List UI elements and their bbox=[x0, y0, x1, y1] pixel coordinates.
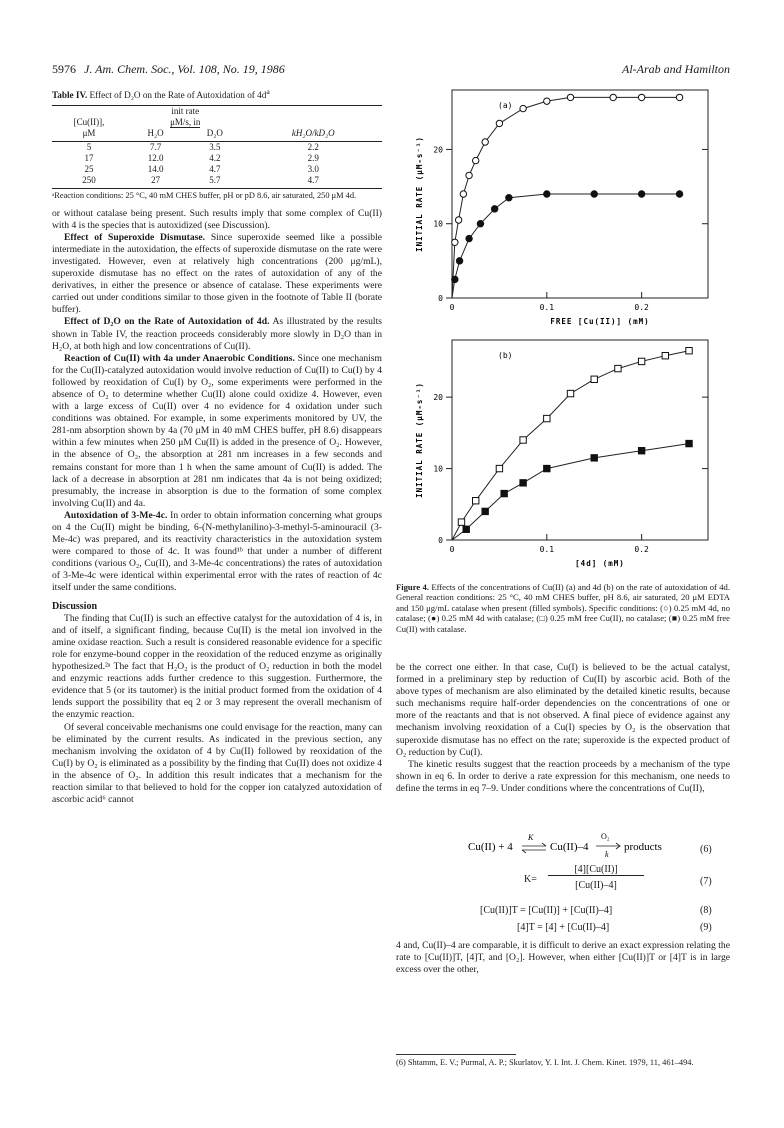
y-axis-label-b: INITIAL RATE (μM-s⁻¹) bbox=[415, 382, 424, 498]
table-cell: 12.0 bbox=[147, 153, 164, 164]
data-point-b0 bbox=[520, 437, 526, 443]
after-equations-text bbox=[396, 940, 730, 976]
equation-6 bbox=[468, 832, 688, 863]
col-ratio: kH₂O/kD₂O bbox=[244, 128, 382, 142]
series-line-b1 bbox=[452, 444, 689, 540]
eq8-number: (8) bbox=[700, 905, 712, 916]
right-body-text bbox=[396, 662, 730, 795]
table-cell: 250 bbox=[52, 175, 126, 189]
eq7-lhs: K= bbox=[524, 874, 537, 885]
data-point-b0 bbox=[638, 358, 644, 364]
data-point-a0 bbox=[676, 94, 682, 100]
table-footnote: ᵃReaction conditions: 25 °C, 40 mM CHES buffer, pH or pD 8.6, air saturated, 250 μM 4d. bbox=[52, 191, 357, 201]
paragraph: Effect of Superoxide Dismutase. Since superoxide seemed like a possible intermediate in the autoxidation, the effects of superoxide dismutase on the rate were investigated. However, even at relatively high concentrations (200 μg/mL), superoxide dismutase has no effect on the rates of autoxidation of any of the derivatives, in either the presence or absence of catalase. These experiments were carried out under conditions similar to those given in the footnote of Table II (borate buffer). bbox=[52, 231, 382, 316]
y-tick-label-a: 10 bbox=[433, 219, 443, 229]
data-point-a0 bbox=[452, 239, 458, 245]
footnote-6: (6) Shtamm, E. V.; Purmal, A. P.; Skurlatov, Y. I. Int. J. Chem. Kinet. 1979, 11, 461–494. bbox=[396, 1058, 694, 1067]
eq9-number: (9) bbox=[700, 922, 712, 933]
data-point-a1 bbox=[477, 221, 483, 227]
data-point-a0 bbox=[638, 94, 644, 100]
table-cell: 14.0 bbox=[147, 164, 164, 175]
paragraph-heading: Autoxidation of 3-Me-4c. bbox=[64, 509, 168, 521]
x-tick-label-a: 0.2 bbox=[634, 303, 649, 312]
y-tick-label-b: 20 bbox=[433, 393, 443, 403]
eq7-number: (7) bbox=[700, 876, 712, 887]
data-point-b1 bbox=[686, 440, 692, 446]
data-point-b1 bbox=[501, 490, 507, 496]
data-point-b0 bbox=[567, 390, 573, 396]
data-point-a0 bbox=[610, 94, 616, 100]
table-caption bbox=[52, 86, 382, 101]
col-group-unit: μM/s, in bbox=[170, 117, 201, 128]
data-point-a1 bbox=[591, 191, 597, 197]
running-header-journal bbox=[52, 62, 285, 77]
x-tick-label-b: 0.1 bbox=[539, 545, 555, 554]
paragraph: be the correct one either. In that case, Cu(I) is believed to be the actual catalyst, formed in a preliminary step by reduction of Cu(II) by ascorbic acid. Both of the above types of mechanism are also eliminated by the detailed kinetic results, because such mechanisms require half-order dependencies on the concentrations of one or more of the reactants and that is not observed. A final piece of evidence against any mechanism involving reoxidation of a Cu(I) species by O₂ is the observation that superoxide dismutase has no effect on the rate; superoxide is the expected product of O₂ reduction by Cu(I). bbox=[396, 662, 730, 758]
table-cell: 3.0 bbox=[307, 164, 319, 175]
x-axis-label-b: [4d] (mM) bbox=[575, 559, 625, 568]
col-group-header: init rate bbox=[126, 106, 244, 118]
y-axis-label-a: INITIAL RATE (μM-s⁻¹) bbox=[415, 136, 424, 252]
figure-4-plot bbox=[396, 86, 730, 580]
x-axis-label-a: FREE [Cu(II)] (mM) bbox=[550, 317, 650, 326]
data-point-a1 bbox=[491, 206, 497, 212]
x-tick-label-b: 0 bbox=[449, 545, 455, 554]
data-point-a0 bbox=[567, 94, 573, 100]
paragraph-heading: Effect of Superoxide Dismutase. bbox=[64, 231, 206, 243]
data-point-b0 bbox=[615, 365, 621, 371]
col-h2o: H₂O bbox=[126, 128, 185, 142]
table-cell: 3.5 bbox=[209, 142, 221, 153]
data-point-a0 bbox=[482, 139, 488, 145]
data-point-a1 bbox=[456, 258, 462, 264]
data-point-a0 bbox=[520, 105, 526, 111]
table-cell: 4.7 bbox=[244, 175, 382, 189]
data-point-a0 bbox=[544, 98, 550, 104]
paragraph: or without catalase being present. Such results imply that some complex of Cu(II) with 4 is the species that is autoxidized (see Discussion). bbox=[52, 207, 382, 231]
panel-label-a: (a) bbox=[498, 101, 513, 110]
data-point-b1 bbox=[591, 455, 597, 461]
table-row bbox=[52, 142, 382, 154]
table-cell: 27 bbox=[126, 175, 185, 189]
left-body-text bbox=[52, 208, 382, 595]
eq7-denominator: [Cu(II)–4] bbox=[575, 880, 617, 891]
paragraph-heading: Effect of D₂O on the Rate of Autoxidation of 4d. bbox=[64, 316, 270, 328]
data-point-a0 bbox=[466, 172, 472, 178]
table-cell: 7.7 bbox=[149, 142, 162, 153]
table-cell: 25 bbox=[84, 164, 94, 175]
data-point-b0 bbox=[473, 498, 479, 504]
data-point-b1 bbox=[463, 526, 469, 532]
paragraph: Effect of D₂O on the Rate of Autoxidation of 4d. As illustrated by the results shown in Table IV, the reaction proceeds considerably more slowly in D₂O than in H₂O, at both high and low concentrations of Cu(II). bbox=[52, 316, 382, 352]
table-cell: 2.2 bbox=[307, 142, 319, 153]
series-line-a0 bbox=[452, 97, 680, 298]
table-caption-sup: a bbox=[266, 87, 270, 96]
page-number: 5976 bbox=[52, 62, 76, 76]
table-row bbox=[52, 153, 382, 164]
eq7-numerator: [4][Cu(II)] bbox=[548, 864, 644, 876]
figure-caption-label: Figure 4. bbox=[396, 582, 429, 592]
discussion-text bbox=[52, 613, 382, 807]
eq6-K: K bbox=[528, 833, 534, 842]
paragraph-heading: Reaction of Cu(II) with 4a under Anaerobic Conditions. bbox=[64, 352, 295, 364]
data-point-a1 bbox=[676, 191, 682, 197]
equation-6-svg bbox=[468, 832, 688, 860]
journal-citation: J. Am. Chem. Soc., Vol. 108, No. 19, 1986 bbox=[84, 62, 285, 76]
table-iv bbox=[52, 105, 382, 189]
col-cu-header: [Cu(II)], bbox=[73, 117, 105, 128]
paragraph: The kinetic results suggest that the reaction proceeds by a mechanism of the type shown in eq 6. In order to derive a rate expression for this mechanism, one needs to define the terms in eq 7–9. Under conditions where the concentrations of Cu(II), bbox=[396, 758, 730, 794]
y-tick-label-b: 0 bbox=[438, 536, 443, 545]
table-title: Table IV. bbox=[52, 90, 88, 101]
table-row bbox=[52, 175, 382, 189]
after-eq-paragraph: 4 and, Cu(II)–4 are comparable, it is difficult to derive an exact expression relating the rate to [Cu(II)]T, [4]T, and [O₂]. However, when either [Cu(II)]T or [4]T is in large excess over the other, bbox=[396, 940, 730, 976]
discussion-heading: Discussion bbox=[52, 600, 98, 612]
eq6-products: products bbox=[624, 841, 662, 853]
data-point-b0 bbox=[591, 376, 597, 382]
equation-8: [Cu(II)]T = [Cu(II)] + [Cu(II)–4] bbox=[480, 905, 613, 916]
table-cell: 5 bbox=[86, 142, 92, 153]
footnote-rule bbox=[396, 1054, 516, 1055]
eq6-number: (6) bbox=[700, 844, 712, 855]
table-cell: 17 bbox=[84, 153, 94, 164]
table-caption-text: Effect of D₂O on the Rate of Autoxidation of 4d bbox=[89, 90, 267, 101]
series-line-a1 bbox=[452, 194, 680, 298]
paragraph: Autoxidation of 3-Me-4c. In order to obtain information concerning what groups on 4 the Cu(II) might be binding, 6-(N-methylanilino)-3-methyl-5-aminouracil (3-Me-4c) was prepared, and its reactivity characteristics in the autoxidation system were compared to those of 4c. It was found¹ᵇ that under a number of different conditions (various O₂, Cu(II), and 3-Me-4c concentrations) the rates of autoxidation of 3-Me-4c were identical within experimental error with the rates of reaction of 4c itself under the same conditions. bbox=[52, 509, 382, 594]
data-point-a1 bbox=[466, 235, 472, 241]
table-cell: 5.7 bbox=[185, 175, 244, 189]
data-point-b0 bbox=[544, 415, 550, 421]
running-header-authors: Al-Arab and Hamilton bbox=[622, 62, 730, 76]
data-point-b1 bbox=[638, 448, 644, 454]
equation-9: [4]T = [4] + [Cu(II)–4] bbox=[517, 922, 610, 933]
data-point-a1 bbox=[506, 195, 512, 201]
eq6-left: Cu(II) + 4 bbox=[468, 841, 513, 853]
eq6-k: k bbox=[605, 850, 609, 859]
data-point-a0 bbox=[460, 191, 466, 197]
data-point-b0 bbox=[458, 519, 464, 525]
data-point-a1 bbox=[452, 276, 458, 282]
figure-4 bbox=[396, 86, 730, 580]
y-tick-label-a: 20 bbox=[433, 145, 443, 155]
eq6-o2: O₂ bbox=[601, 832, 610, 841]
table-cell: 2.9 bbox=[307, 153, 319, 164]
x-tick-label-b: 0.2 bbox=[634, 545, 649, 554]
data-point-b1 bbox=[482, 508, 488, 514]
col-cu-unit: μM bbox=[52, 128, 126, 142]
data-point-a1 bbox=[544, 191, 550, 197]
eq6-complex: Cu(II)–4 bbox=[550, 841, 589, 853]
data-point-a0 bbox=[496, 120, 502, 126]
paragraph: The finding that Cu(II) is such an effective catalyst for the autoxidation of 4 is, in and of itself, a significant finding, because Cu(II) is the metal ion involved in the amine oxidase reaction. Such a result is considered reasonable evidence for a specific role for enzyme-bound copper in the reoxidation of the reduced enzyme as originally hypothesized.²ᵃ The fact that H₂O₂ is the product of O₂ reduction in both the model and enzymic reactions adds further credence to this suggestion. Furthermore, the evidence that 5 (or its tautomer) is the initial product formed from the oxidation of 4 lends support the possibility that eq 2 or 3 may represent the overall mechanism of the enzymic reaction. bbox=[52, 612, 382, 721]
figure-caption bbox=[396, 582, 730, 634]
data-point-b1 bbox=[544, 465, 550, 471]
y-tick-label-a: 0 bbox=[438, 294, 443, 303]
data-point-b0 bbox=[662, 353, 668, 359]
table-cell: 4.7 bbox=[209, 164, 221, 175]
data-point-a0 bbox=[455, 217, 461, 223]
figure-caption-text: Effects of the concentrations of Cu(II) (a) and 4d (b) on the rate of autoxidation of 4d. General reaction conditions: 25 °C, 40 mM CHES buffer, pH 8.6, air saturated, 20 μM EDTA and 150 μg/mL catalase when present (filled symbols). Specific conditions: (○) 0.25 mM 4d, no catalase; (●) 0.25 mM 4d with catalase; (□) 0.25 mM free Cu(II), no catalase; (■) 0.25 mM free Cu(II) with catalase. bbox=[396, 582, 731, 634]
panel-label-b: (b) bbox=[498, 351, 513, 360]
y-tick-label-b: 10 bbox=[433, 464, 443, 474]
data-point-b0 bbox=[686, 348, 692, 354]
x-tick-label-a: 0 bbox=[449, 303, 455, 312]
table-cell: 4.2 bbox=[209, 153, 221, 164]
paragraph: Of several conceivable mechanisms one could envisage for the reaction, many can be eliminated by the current results. As indicated in the previous section, any mechanism involving the oxidaton of 4 by Cu(II) followed by reoxidation of the Cu(I) by O₂ is eliminated as a possibility by the finding that Cu(II) does not oxidize 4 in the absence of O₂. In addition this result indicates that a mechanism for the reaction similar to that believed to hold for the copper ion catalyzed autoxidation of ascorbic acid⁶ cannot bbox=[52, 721, 382, 806]
table-row bbox=[52, 164, 382, 175]
x-tick-label-a: 0.1 bbox=[539, 303, 555, 312]
paragraph: Reaction of Cu(II) with 4a under Anaerobic Conditions. Since one mechanism for the Cu(II)-catalyzed autoxidation would involve reduction of Cu(II) to Cu(I) by 4 followed by reoxidation of Cu(I) by O₂, some experiments were performed in the absence of O₂ to determine whether Cu(II) alone could oxidize 4. However, even with a large excess of Cu(II) over 4 no evidence for 4 oxidation under such conditions was obtained. For example, in some experiments monitored by UV, the 281-nm absorption shown by 4a (70 μM in 40 mM CHES buffer, pH 8.6) disappears within a few minutes when 250 μM Cu(II) is added in the presence of O₂. However, in the absence of O₂, the absorption at 281 nm increases in a few seconds and remains constant for more than 1 h when the same amount of Cu(II) is added. The lack of a decrease in absorption at 281 nm indicates that 4a is not being oxidized; presumably, the increase in absorption is due to the formation of some complex involving Cu(II) and 4a. bbox=[52, 352, 382, 509]
data-point-b1 bbox=[520, 480, 526, 486]
data-point-b0 bbox=[496, 465, 502, 471]
left-column bbox=[52, 86, 382, 806]
data-point-a1 bbox=[638, 191, 644, 197]
col-d2o: D₂O bbox=[185, 128, 244, 142]
plot-frame-b bbox=[452, 340, 708, 540]
data-point-a0 bbox=[473, 157, 479, 163]
